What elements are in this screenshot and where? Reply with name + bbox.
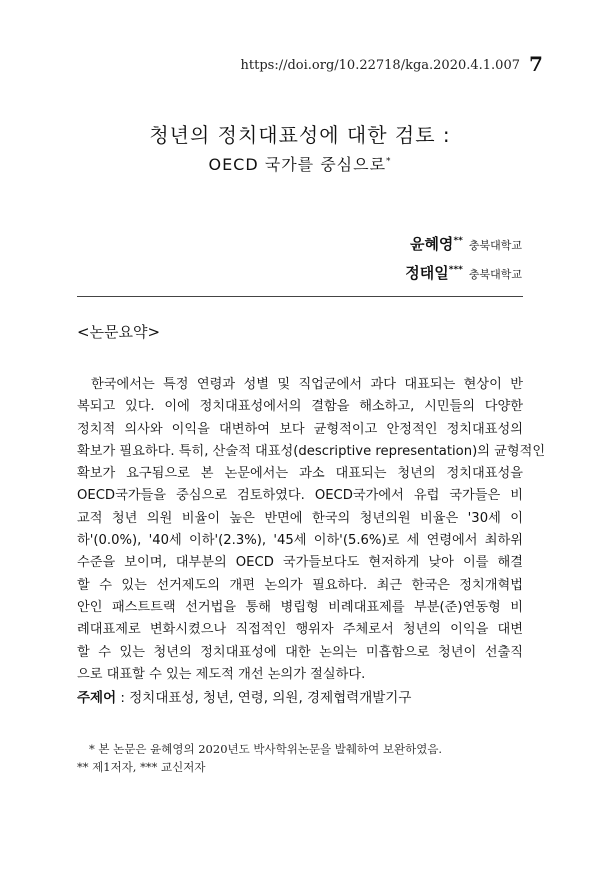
abstract-line: 교적 청년 의원 비율이 높은 반면에 한국의 청년의원 비율은 '30세 이 — [77, 510, 523, 526]
keywords — [77, 686, 411, 706]
footnote-2: ** 제1저자, *** 교신저자 — [77, 760, 206, 774]
author-affiliation: 충북대학교 — [468, 239, 522, 252]
author-mark: *** — [448, 265, 463, 275]
author-1 — [410, 233, 522, 254]
footnote-1: * 본 논문은 윤혜영의 2020년도 박사학위논문을 발췌하여 보완하였음. — [89, 742, 443, 756]
keywords-text: : 정치대표성, 청년, 연령, 의원, 경제협력개발기구 — [116, 690, 412, 706]
abstract-line: 으로 대표할 수 있는 제도적 개선 논의가 절실하다. — [77, 666, 366, 682]
abstract-line: 한국에서는 특정 연령과 성별 및 직업군에서 과다 대표되는 현상이 반 — [91, 377, 523, 392]
abstract-line: 수준을 보이며, 대부분의 OECD 국가들보다도 현저하게 낮아 이를 해결 — [77, 555, 523, 571]
abstract-body — [77, 374, 546, 686]
abstract-line: 안인 패스트트랙 선거법을 통해 병립형 비례대표제를 부분(준)연동형 비 — [77, 599, 523, 615]
author-2 — [405, 262, 522, 283]
abstract-line: 확보가 필요하다. 특히, 산술적 대표성(descriptive representation)의 균형적인 — [77, 443, 546, 459]
abstract-heading: <논문요약> — [77, 323, 161, 341]
abstract-line: 할 수 있는 선거제도의 개편 논의가 필요하다. 최근 한국은 정치개혁법 — [77, 577, 523, 593]
abstract-line: 하'(0.0%), '40세 이하'(2.3%), '45세 이하'(5.6%)로 세 연령에서 최하위 — [77, 533, 523, 549]
subtitle-text: OECD 국가를 중심으로 — [208, 155, 387, 174]
author-affiliation: 충북대학교 — [468, 268, 522, 281]
keywords-label: 주제어 — [77, 690, 117, 706]
divider-rule — [77, 296, 523, 297]
doi-link[interactable]: https://doi.org/10.22718/kga.2020.4.1.007 — [240, 58, 520, 73]
paper-subtitle — [0, 152, 600, 175]
abstract-line: 복되고 있다. 이에 정치대표성에서의 결함을 해소하고, 시민들의 다양한 — [77, 399, 523, 415]
abstract-line: 할 수 있는 청년의 정치대표성에 대한 논의는 미흡함으로 청년이 선출직 — [77, 644, 523, 660]
footnotes — [77, 740, 523, 776]
abstract-line: OECD국가들을 중심으로 검토하였다. OECD국가에서 유럽 국가들은 비 — [77, 488, 523, 504]
page-number: 7 — [529, 52, 543, 76]
author-mark: ** — [453, 236, 463, 246]
abstract-line: 확보가 요구됨으로 본 논문에서는 과소 대표되는 청년의 정치대표성을 — [77, 466, 523, 482]
abstract-line: 정치적 의사와 이익을 대변하여 보다 균형적이고 안정적인 정치대표성의 — [77, 421, 523, 437]
abstract-line: 례대표제로 변화시켰으나 직접적인 행위자 주체로서 청년의 이익을 대변 — [77, 622, 523, 638]
author-name: 정태일 — [405, 264, 449, 282]
subtitle-footnote-mark: * — [386, 156, 392, 167]
author-name: 윤혜영 — [409, 235, 454, 253]
paper-title: 청년의 정치대표성에 대한 검토 : — [149, 123, 451, 147]
